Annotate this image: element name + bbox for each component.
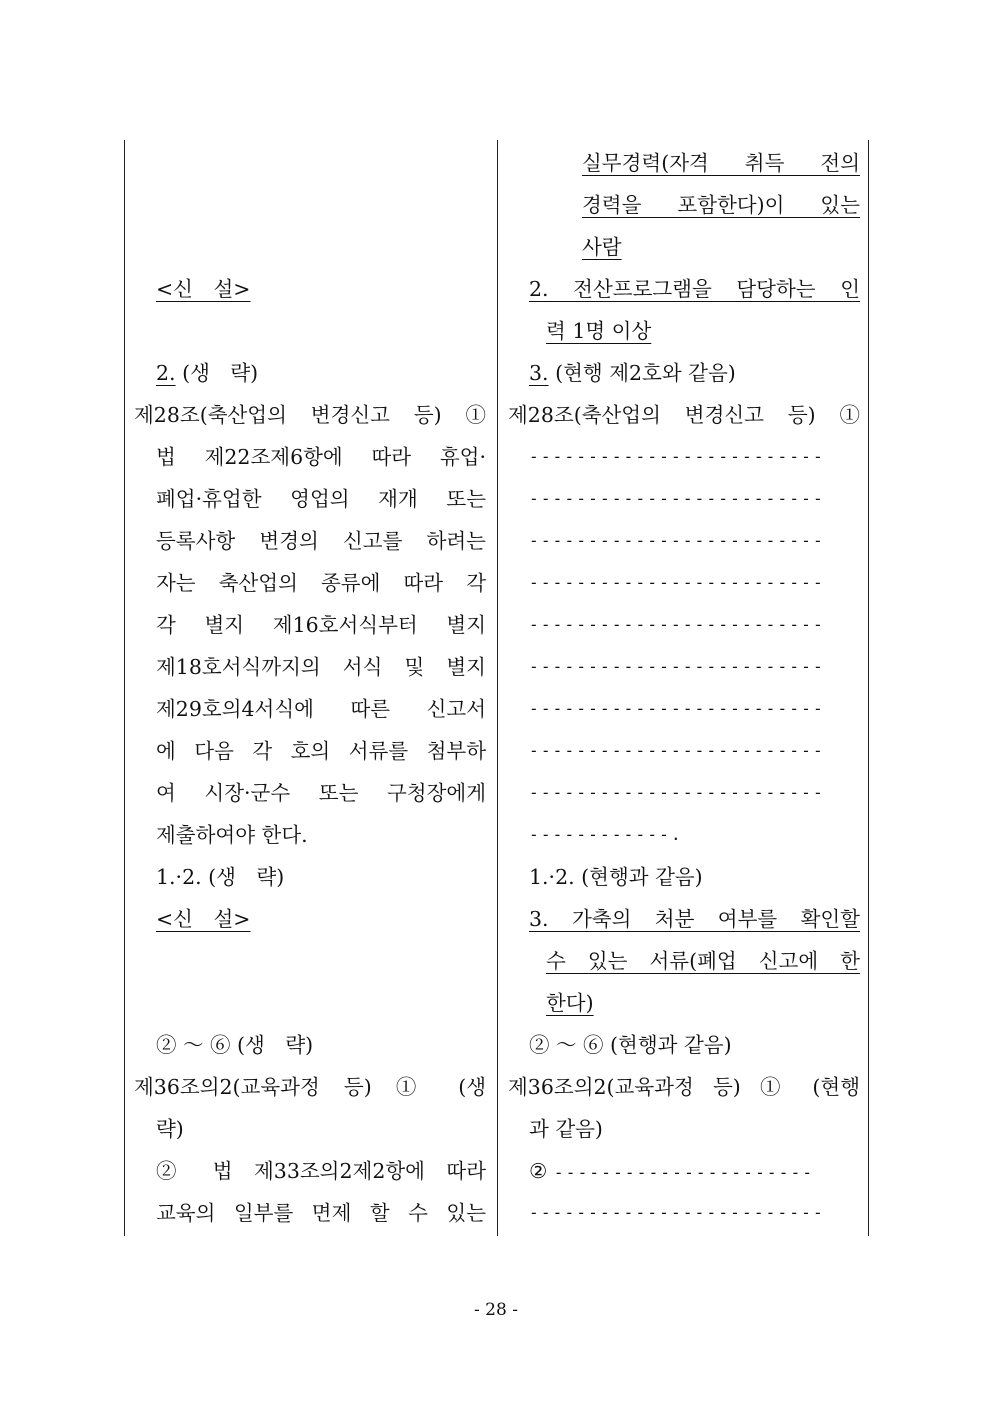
table-border-left: [124, 140, 125, 1236]
item-line: 2. (생 략): [156, 361, 259, 385]
article-text-line: 폐업·휴업한 영업의 재개 또는: [156, 487, 486, 511]
unchanged-dash-line: -------------------------: [529, 489, 825, 508]
paragraph-line: [529, 1150, 814, 1192]
new-provision-marker: <신 설>: [156, 277, 251, 301]
unchanged-dash-line: -------------------------: [529, 783, 825, 802]
unchanged-dash-line: -------------------------: [529, 657, 825, 676]
amended-item-line: 3. 가축의 처분 여부를 확인할: [529, 907, 860, 931]
amended-text-line: 경력을 포함한다)이 있는: [582, 193, 860, 217]
article-heading: 제36조의2(교육과정 등) ① (생: [134, 1075, 486, 1099]
article-text-line: 각 별지 제16호서식부터 별지: [156, 613, 486, 637]
unchanged-dash-line: -------------------------: [529, 699, 825, 718]
new-provision-marker: <신 설>: [156, 907, 251, 931]
paragraph-line: 교육의 일부를 면제 할 수 있는: [156, 1201, 486, 1225]
paragraph-number: ②: [529, 1159, 548, 1183]
article-text-line: 제29호의4서식에 따른 신고서: [156, 697, 486, 721]
item-number: 3.: [529, 361, 549, 385]
article-text-line: 제18호서식까지의 서식 및 별지: [156, 655, 486, 679]
page-number: - 28 -: [474, 1300, 518, 1320]
article-heading: 제28조(축산업의 변경신고 등) ①: [508, 403, 860, 427]
unchanged-dash-segment: ----------------------: [553, 1163, 815, 1182]
amended-item-line: 2. 전산프로그램을 담당하는 인: [529, 277, 860, 301]
article-text-line: 자는 축산업의 종류에 따라 각: [156, 571, 486, 595]
article-heading: 제28조(축산업의 변경신고 등) ①: [134, 403, 486, 427]
article-text-line: 략): [156, 1117, 184, 1141]
unchanged-dash-line: -------------------------: [529, 1203, 825, 1222]
unchanged-dash-line: -------------------------: [529, 531, 825, 550]
amended-item-line: [529, 352, 736, 394]
paragraph-line: ② 법 제33조의2제2항에 따라: [156, 1159, 486, 1183]
amended-item-line: 수 있는 서류(폐업 신고에 한: [546, 949, 860, 973]
unchanged-dash-line: -------------------------: [529, 741, 825, 760]
article-text-line: 제출하여야 한다.: [156, 823, 308, 847]
article-heading: 제36조의2(교육과정 등) ① (현행: [508, 1075, 860, 1099]
article-text-line: 등록사항 변경의 신고를 하려는: [156, 529, 486, 553]
amended-item-line: 한다): [546, 991, 594, 1015]
item-text: (현행 제2호와 같음): [548, 361, 736, 385]
table-divider: [497, 140, 498, 1236]
article-text-line: 여 시장·군수 또는 구청장에게: [156, 781, 486, 805]
unchanged-dash-line: -------------------------: [529, 615, 825, 634]
article-text-line: 법 제22조제6항에 따라 휴업·: [156, 445, 486, 469]
unchanged-dash-line: -------------------------: [529, 447, 825, 466]
amended-item-line: 1.·2. (현행과 같음): [529, 865, 703, 889]
unchanged-dash-line: ------------.: [529, 825, 683, 844]
item-line: 1.·2. (생 략): [156, 865, 285, 889]
amended-text-line: 실무경력(자격 취득 전의: [582, 151, 860, 175]
paragraph-line: ② ～ ⑥ (생 략): [156, 1033, 314, 1057]
amended-text-line: 사람: [582, 235, 622, 259]
unchanged-dash-line: -------------------------: [529, 573, 825, 592]
item-number: 2.: [156, 361, 176, 385]
article-text-line: 에 다음 각 호의 서류를 첨부하: [156, 739, 486, 763]
table-border-right: [868, 140, 869, 1236]
article-text-line: 과 같음): [529, 1117, 603, 1141]
amended-item-line: 력 1명 이상: [546, 319, 652, 343]
paragraph-line: ② ～ ⑥ (현행과 같음): [529, 1033, 732, 1057]
